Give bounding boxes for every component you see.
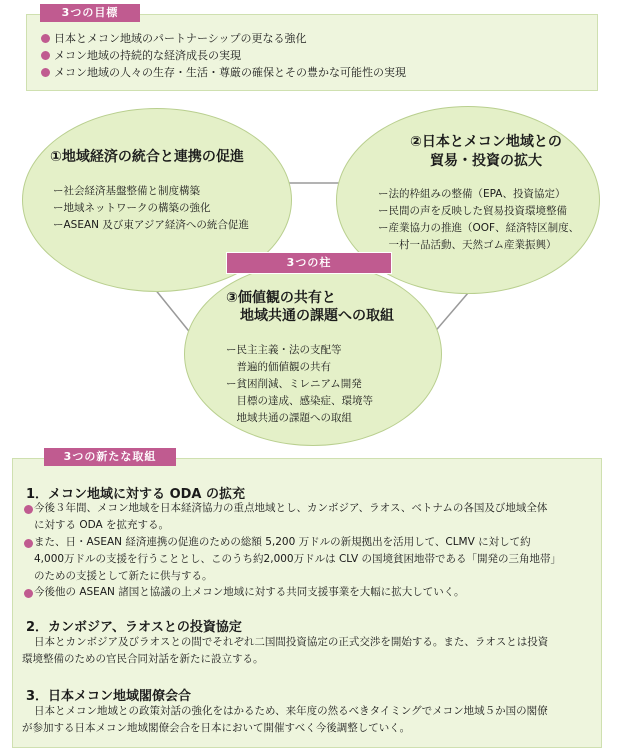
- initiative-1-text: 今後他の ASEAN 諸国と協議の上メコン地域に対する共同支援事業を大幅に拡大していく。: [34, 586, 465, 598]
- pillar-3-item: ー民主主義・法の支配等: [226, 344, 342, 356]
- pillar-2-item: ー法的枠組みの整備（EPA、投資協定）: [378, 188, 566, 200]
- pillar-1-item: ー地域ネットワークの構築の強化: [53, 202, 211, 214]
- initiative-3-text: 日本とメコン地域との政策対話の強化をはかるため、来年度の然るべきタイミングでメコン地域５か国の閣僚: [34, 705, 548, 717]
- initiative-1-text: また、日・ASEAN 経済連携の促進のための総額 5,200 万ドルの新規拠出を活用して、CLMV に対して約: [34, 536, 531, 548]
- bullet-dot-icon: [24, 589, 33, 598]
- pillar-3-item: 地域共通の課題への取組: [226, 412, 352, 424]
- pillar-2-item: ー産業協力の推進（OOF、経済特区制度、: [378, 222, 580, 234]
- bullet-dot-icon: [24, 539, 33, 548]
- pillar-3-title: 地域共通の課題への取組: [240, 308, 394, 324]
- initiative-1-text: 4,000万ドルの支援を行うこととし、このうち約2,000万ドルは CLV の国境貧困地帯である「開発の三角地帯」: [34, 553, 562, 565]
- initiative-3-title: 3．日本メコン地域閣僚会合: [26, 689, 192, 704]
- initiative-2-text: 日本とカンボジア及びラオスとの間でそれぞれ二国間投資協定の正式交渉を開始する。また、ラオスとは投資: [34, 636, 549, 648]
- pillar-1-item: ー社会経済基盤整備と制度構築: [53, 185, 200, 197]
- initiatives-tag: 3つの新たな取組: [44, 448, 176, 466]
- pillar-2-title: 貿易・投資の拡大: [430, 153, 542, 169]
- goal-item: 日本とメコン地域のパートナーシップの更なる強化: [41, 30, 406, 47]
- pillar-3-item: 普遍的価値観の共有: [226, 361, 331, 373]
- goals-tag: 3つの目標: [40, 4, 140, 22]
- initiative-2-text: 環境整備のための官民合同対話を新たに設立する。: [22, 653, 264, 665]
- goal-item: メコン地域の人々の生存・生活・尊厳の確保とその豊かな可能性の実現: [41, 64, 406, 81]
- pillar-3-item: ー貧困削減、ミレニアム開発: [226, 378, 362, 390]
- pillar-3-item: 目標の達成、感染症、環境等: [226, 395, 373, 407]
- initiative-1-text: に対する ODA を拡充する。: [34, 519, 170, 531]
- initiative-1-title: 1．メコン地域に対する ODA の拡充: [26, 487, 246, 502]
- pillar-1-item: ーASEAN 及び東アジア経済への統合促進: [53, 219, 249, 231]
- pillar-2-item: 一村一品活動、天然ゴム産業振興）: [378, 239, 557, 251]
- initiative-3-text: が参加する日本メコン地域閣僚会合を日本において開催すべく今後調整していく。: [22, 722, 411, 734]
- initiative-2-title: 2．カンボジア、ラオスとの投資協定: [26, 620, 242, 635]
- pillar-3-title: ③価値観の共有と: [226, 290, 336, 306]
- pillars-tag: 3つの柱: [226, 252, 392, 274]
- pillar-2-title: ②日本とメコン地域との: [410, 134, 562, 150]
- initiative-1-text: のための支援として新たに供与する。: [34, 570, 213, 582]
- goal-item: メコン地域の持続的な経済成長の実現: [41, 47, 406, 64]
- bullet-dot-icon: [24, 505, 33, 514]
- initiative-1-text: 今後３年間、メコン地域を日本経済協力の重点地域とし、カンボジア、ラオス、ベトナムの各国及び地域全体: [34, 502, 548, 514]
- pillar-1-title: ①地域経済の統合と連携の促進: [50, 149, 244, 165]
- pillar-2-item: ー民間の声を反映した貿易投資環境整備: [378, 205, 567, 217]
